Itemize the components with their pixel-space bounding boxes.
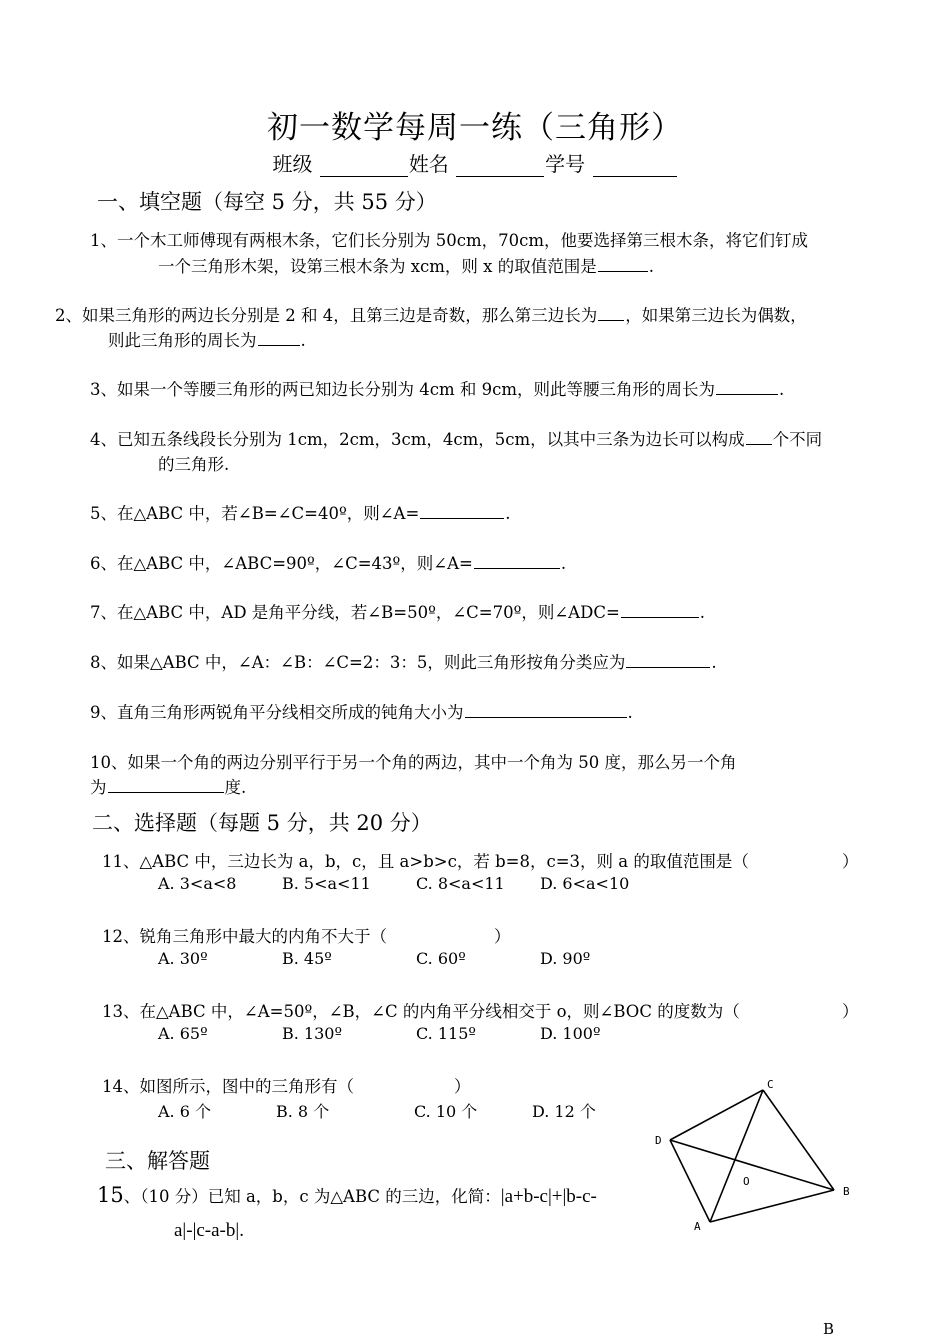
question-1-line1: 1、一个木工师傅现有两根木条，它们长分别为 50cm，70cm，他要选择第三根木条，将它们钉成 [90,231,809,250]
section2-heading: 二、选择题（每题 5 分，共 20 分） [92,811,432,835]
class-blank [320,156,408,177]
label-d: D [655,1134,662,1147]
question-4-line1 [90,426,822,450]
question-7 [90,599,705,623]
question-5-blank [420,502,504,519]
question-8-blank [626,651,710,668]
question-2-blank-1 [598,304,624,321]
question-7-text: 7、在△ABC 中，AD 是角平分线，若∠B=50º，∠C=70º，则∠ADC= [90,603,620,622]
question-3-text: 3、如果一个等腰三角形的两已知边长分别为 4cm 和 9cm，则此等腰三角形的周长为 [90,380,716,399]
page-title: 初一数学每周一练（三角形） [267,110,683,146]
class-label: 班级 [272,152,313,176]
question-10-line2 [90,774,246,798]
question-14-option-d: D. 12 个 [532,1102,596,1121]
question-12-stem: 12、锐角三角形中最大的内角不大于（ [102,927,387,946]
question-12-option-c: C. 60º [416,949,466,968]
question-7-blank [621,601,699,618]
question-5 [90,500,511,524]
number-blank [593,156,677,177]
question-1-end: . [648,257,654,276]
question-1-line2 [158,253,654,277]
question-5-end: . [505,504,511,523]
question-8-end: . [711,653,717,672]
question-5-text: 5、在△ABC 中，若∠B=∠C=40º，则∠A= [90,504,420,523]
name-blank [456,156,544,177]
question-4-blank [746,428,772,445]
question-8-text: 8、如果△ABC 中，∠A：∠B：∠C=2：3：5，则此三角形按角分类应为 [90,653,626,672]
question-15-number: 15 [97,1183,124,1207]
student-info-line [0,148,950,177]
question-6-blank [474,552,560,569]
question-2-text-3: 则此三角形的周长为 [108,331,257,350]
quadrilateral-figure [648,1072,858,1237]
question-13-stem: 13、在△ABC 中，∠A=50º，∠B，∠C 的内角平分线相交于 o，则∠BOC 的度数为（ [102,1002,740,1021]
question-15-text: 、（10 分）已知 a，b，c 为△ABC 的三边，化简： [123,1187,501,1206]
question-2-text-2: ，如果第三边长为偶数， [625,306,807,325]
question-3 [90,376,784,400]
label-c: C [767,1078,774,1091]
question-14-option-a: A. 6 个 [158,1102,211,1121]
section1-heading: 一、填空题（每空 5 分，共 55 分） [97,190,437,214]
label-b: B [843,1185,850,1198]
question-2-line1 [55,302,807,326]
question-13-option-d: D. 100º [540,1024,601,1043]
diagonal-db [670,1140,834,1190]
question-12-option-a: A. 30º [158,949,208,968]
question-6 [90,550,566,574]
question-10-end: 度. [224,778,247,797]
footer-mark: B [823,1320,835,1338]
segment-cb [763,1090,834,1190]
question-11-option-c: C. 8<a<11 [416,874,505,893]
question-11-stem: 11、△ABC 中，三边长为 a，b，c，且 a>b>c，若 b=8，c=3，则 a 的取值范围是（ [102,852,749,871]
question-10-blank [108,776,224,793]
question-2-blank-2 [258,329,300,346]
number-label: 学号 [545,152,586,176]
question-10-text: 为 [90,778,107,797]
question-7-end: . [699,603,706,622]
question-6-text: 6、在△ABC 中，∠ABC=90º，∠C=43º，则∠A= [90,554,473,573]
question-15-expr-2: a|-|c-a-b|. [174,1220,244,1241]
section3-heading: 三、解答题 [105,1149,210,1173]
segment-ba [710,1190,834,1222]
question-14-option-b: B. 8 个 [276,1102,330,1121]
question-4-text-2: 个不同 [772,430,823,449]
question-15-line1 [97,1183,597,1208]
question-14-stem: 14、如图所示，图中的三角形有（ [102,1077,354,1096]
label-a: A [694,1220,701,1233]
question-13-close: ） [842,1002,859,1021]
question-3-blank [716,378,778,395]
question-9 [90,699,633,723]
question-9-blank [465,701,627,718]
question-2-line2 [108,327,306,351]
diagonal-ca [710,1090,763,1222]
question-3-end: . [779,380,785,399]
question-2-text: 2、如果三角形的两边长分别是 2 和 4，且第三边是奇数，那么第三边长为 [55,306,598,325]
question-15-expr-1: |a+b-c|+|b-c- [500,1186,597,1207]
question-11-option-a: A. 3<a<8 [158,874,237,893]
question-4-text: 4、已知五条线段长分别为 1cm，2cm，3cm，4cm，5cm，以其中三条为边长可以构成 [90,430,745,449]
question-11-option-d: D. 6<a<10 [540,874,630,893]
question-12-option-d: D. 90º [540,949,591,968]
question-13-option-a: A. 65º [158,1024,208,1043]
question-11-option-b: B. 5<a<11 [282,874,371,893]
question-2-end: . [300,331,306,350]
question-8 [90,649,717,673]
question-14-close: ） [454,1077,471,1096]
label-o: O [743,1175,750,1188]
question-12-option-b: B. 45º [282,949,332,968]
question-1-blank [598,255,648,272]
segment-ad [670,1140,710,1222]
question-1-text: 一个三角形木架，设第三根木条为 xcm，则 x 的取值范围是 [158,257,597,276]
question-11-close: ） [842,852,859,871]
question-14-option-c: C. 10 个 [414,1102,478,1121]
question-10-line1: 10、如果一个角的两边分别平行于另一个角的两边，其中一个角为 50 度，那么另一个角 [90,753,737,772]
name-label: 姓名 [408,152,449,176]
question-12-close: ） [494,927,511,946]
question-9-text: 9、直角三角形两锐角平分线相交所成的钝角大小为 [90,703,464,722]
question-13-option-b: B. 130º [282,1024,342,1043]
question-6-end: . [560,554,567,573]
question-13-option-c: C. 115º [416,1024,476,1043]
question-4-line2: 的三角形. [158,455,230,474]
segment-dc [670,1090,763,1140]
question-9-end: . [627,703,633,722]
